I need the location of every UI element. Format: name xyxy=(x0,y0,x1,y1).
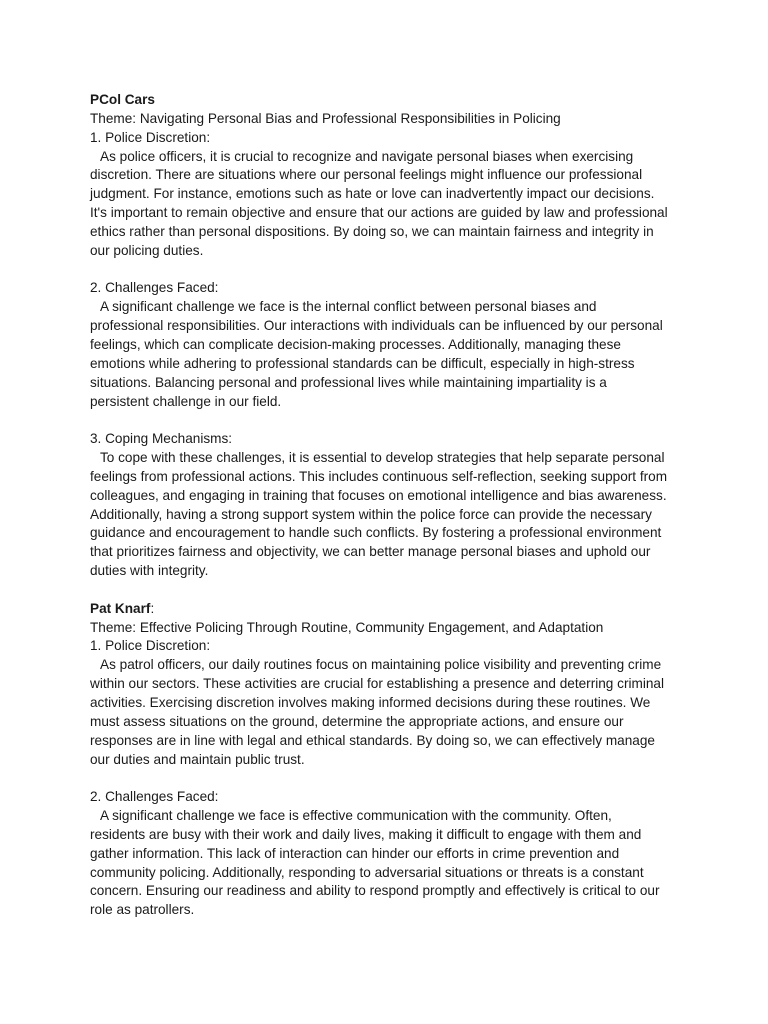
section-pat-knarf xyxy=(90,600,690,920)
paragraph-gap xyxy=(90,261,690,280)
paragraph-line: discretion. There are situations where our personal feelings might influence our professional xyxy=(90,167,643,183)
paragraph-line: concern. Ensuring our readiness and ability to respond promptly and effectively is critical to our xyxy=(90,883,660,899)
part-heading: 3. Coping Mechanisms: xyxy=(90,431,233,447)
paragraph-line: within our sectors. These activities are crucial for establishing a presence and deterring criminal xyxy=(90,676,664,692)
part-heading: 2. Challenges Faced: xyxy=(90,280,219,296)
paragraph-line: activities. Exercising discretion involves making informed decisions during these routines. We xyxy=(90,695,651,710)
part-heading: 2. Challenges Faced: xyxy=(90,789,219,805)
paragraph-line: A significant challenge we face is effective communication with the community. Often, xyxy=(100,808,612,824)
section-author xyxy=(90,600,690,619)
paragraph-line: Additionally, having a strong support system within the police force can provide the necessary xyxy=(90,506,652,522)
paragraph-gap xyxy=(90,769,690,788)
paragraph-line: that prioritizes fairness and objectivity, we can better manage personal biases and uphold our xyxy=(90,544,651,560)
paragraph-line: role as patrollers. xyxy=(90,902,195,918)
section-theme: Theme: Navigating Personal Bias and Professional Responsibilities in Policing xyxy=(90,110,561,126)
section-theme: Theme: Effective Policing Through Routine, Community Engagement, and Adaptation xyxy=(90,619,604,635)
paragraph-line: judgment. For instance, emotions such as hate or love can inadvertently impact our decisions. xyxy=(90,186,655,202)
paragraph-line: ethics rather than personal dispositions. By doing so, we can maintain fairness and integrity in xyxy=(90,223,654,239)
paragraph-line: must assess situations on the ground, determine the appropriate actions, and ensure our xyxy=(90,713,624,729)
paragraph-line: professional responsibilities. Our interactions with individuals can be influenced by our personal xyxy=(90,318,663,334)
paragraph-line: It's important to remain objective and ensure that our actions are guided by law and professional xyxy=(90,205,668,221)
paragraph-line: responses are in line with legal and ethical standards. By doing so, we can effectively manage xyxy=(90,732,655,748)
part-heading: 1. Police Discretion: xyxy=(90,129,211,145)
paragraph-line: gather information. This lack of interaction can hinder our efforts in crime prevention and xyxy=(90,845,620,861)
paragraph-line: feelings, which can complicate decision-making processes. Additionally, managing these xyxy=(90,336,621,352)
paragraph-line: duties with integrity. xyxy=(90,563,209,579)
author-name: PCol Cars xyxy=(90,92,155,107)
paragraph-line: community policing. Additionally, responding to adversarial situations or threats is a constant xyxy=(90,864,644,880)
part-heading: 1. Police Discretion: xyxy=(90,638,211,654)
paragraph-line: our policing duties. xyxy=(90,242,204,258)
paragraph-line: colleagues, and engaging in training that focuses on emotional intelligence and bias awareness. xyxy=(90,487,667,503)
author-name: Pat Knarf xyxy=(90,600,151,616)
section-author xyxy=(90,91,690,110)
paragraph-line: As patrol officers, our daily routines focus on maintaining police visibility and preventing crime xyxy=(100,657,662,673)
paragraph-line: feelings from professional actions. This includes continuous self-reflection, seeking support from xyxy=(90,468,668,484)
paragraph-line: As police officers, it is crucial to recognize and navigate personal biases when exercising xyxy=(100,148,634,164)
section-pcol-cars xyxy=(90,91,690,600)
paragraph-line: emotions while adhering to professional standards can be difficult, especially in high-stress xyxy=(90,355,635,371)
document-page xyxy=(90,91,690,920)
paragraph-line: A significant challenge we face is the internal conflict between personal biases and xyxy=(100,299,597,315)
paragraph-line: residents are busy with their work and daily lives, making it difficult to engage with them and xyxy=(90,826,642,842)
author-name-suffix: : xyxy=(150,600,155,616)
paragraph-line: persistent challenge in our field. xyxy=(90,393,282,409)
paragraph-line: our duties and maintain public trust. xyxy=(90,751,305,767)
paragraph-line: situations. Balancing personal and professional lives while maintaining impartiality is a xyxy=(90,374,607,390)
section-gap xyxy=(90,581,690,600)
paragraph-line: guidance and encouragement to handle such conflicts. By fostering a professional environment xyxy=(90,525,662,541)
paragraph-gap xyxy=(90,411,690,430)
paragraph-line: To cope with these challenges, it is essential to develop strategies that help separate personal xyxy=(100,450,665,466)
